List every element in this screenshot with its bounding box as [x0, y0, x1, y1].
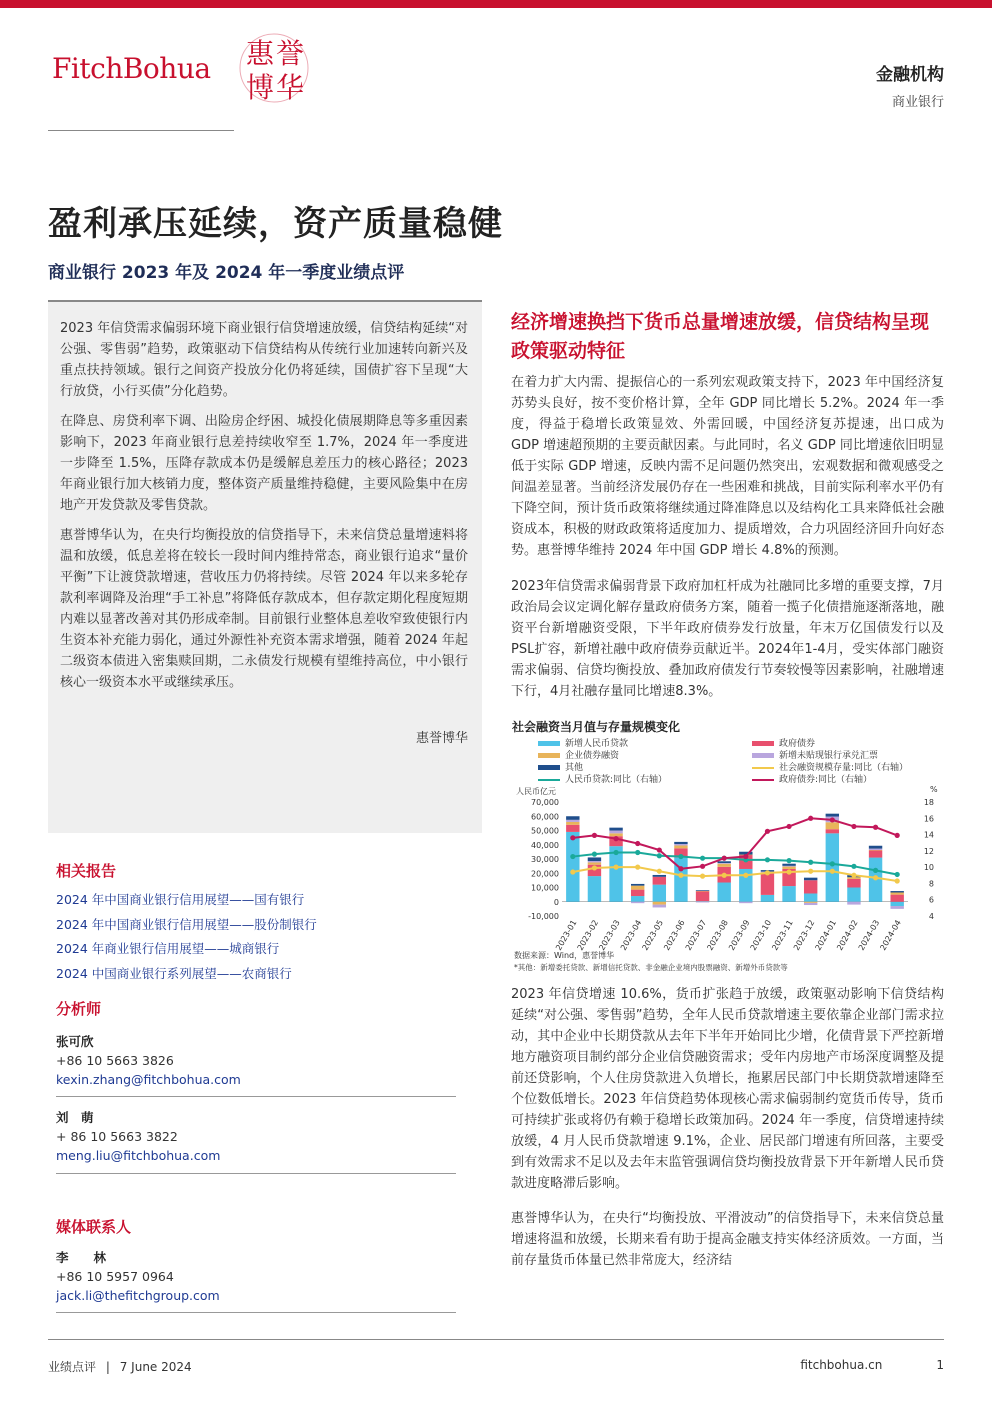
bar-segment: [890, 895, 903, 902]
y-left-tick-label: 50,000: [531, 826, 559, 836]
analyst-phone: +86 10 5663 3826: [56, 1053, 174, 1068]
analyst-email-link[interactable]: kexin.zhang@fitchbohua.com: [56, 1072, 241, 1087]
chart-source: 数据来源：Wind，惠誉博华: [514, 951, 615, 960]
bar-segment: [566, 832, 579, 902]
x-tick-label: 2023-04: [618, 918, 644, 952]
line-point: [851, 873, 856, 878]
bar-segment: [588, 861, 601, 862]
analyst-name: 刘 萌: [56, 1110, 94, 1125]
bar-segment: [566, 820, 579, 822]
bar-segment: [631, 886, 644, 890]
x-tick-label: 2024-04: [878, 918, 903, 952]
line-point: [895, 878, 900, 883]
bar-segment: [588, 857, 601, 861]
line-point: [635, 841, 640, 846]
line-point: [830, 869, 835, 874]
line-point: [700, 874, 705, 879]
logo-seal: [238, 30, 310, 106]
line-point: [873, 825, 878, 830]
line-point: [786, 824, 791, 829]
media-contact-name: 李 林: [56, 1250, 107, 1265]
media-contact-email-link[interactable]: jack.li@thefitchgroup.com: [56, 1288, 220, 1303]
line-point: [592, 833, 597, 838]
bar-segment: [847, 902, 860, 905]
x-tick-label: 2023-11: [770, 918, 795, 952]
analyst-email-link[interactable]: meng.liu@fitchbohua.com: [56, 1148, 221, 1163]
subsector-name: 商业银行: [891, 95, 944, 110]
legend-label: 新增人民币贷款: [565, 739, 629, 749]
y-right-tick-label: 12: [923, 846, 934, 856]
bar-segment: [890, 891, 903, 892]
bar-segment: [826, 814, 839, 817]
bar-segment: [869, 849, 882, 850]
line-point: [722, 856, 727, 861]
related-reports-list: [56, 888, 317, 986]
bar-segment: [566, 825, 579, 832]
footer-separator: |: [105, 1360, 110, 1374]
bar-segment: [588, 862, 601, 864]
bar-segment: [761, 895, 774, 902]
y-right-tick-label: 6: [928, 895, 934, 905]
x-tick-label: 2023-10: [748, 918, 774, 952]
line-point: [613, 836, 618, 841]
bar-segment: [890, 902, 903, 906]
bar-segment: [588, 876, 601, 902]
line-point: [678, 854, 683, 859]
bar-segment: [890, 892, 903, 894]
bar-segment: [739, 902, 752, 903]
sector-label: [876, 60, 944, 110]
bar-segment: [653, 885, 666, 902]
y-right-tick-label: 10: [923, 863, 934, 873]
line-point: [657, 869, 662, 874]
footer-date: 7 June 2024: [119, 1360, 192, 1374]
y-right-tick-label: 14: [923, 830, 934, 840]
line-point: [700, 864, 705, 869]
page-number: 1: [936, 1358, 944, 1372]
y-left-tick-label: 0: [553, 897, 559, 907]
body-paragraph: 惠誉博华认为，在央行“均衡投放、平滑波动”的信贷指导下，未来信贷总量增速将温和放缓，长期来看有助于提高金融支持实体经济质效。一方面，当前存量货币体量已然非常庞大，经济结: [511, 1211, 944, 1268]
y-right-axis-label: %: [930, 785, 938, 794]
logo-seal-char: 博: [246, 71, 275, 104]
line-point: [678, 873, 683, 878]
bar-segment: [631, 890, 644, 896]
bar-segment: [890, 906, 903, 909]
x-tick-label: 2024-01: [813, 918, 839, 952]
x-tick-label: 2023-05: [640, 918, 666, 952]
legend-label: 社会融资规模存量:同比（右轴）: [779, 763, 909, 773]
bar-segment: [826, 833, 839, 901]
related-report-link[interactable]: 2024 年商业银行信用展望——城商银行: [56, 941, 280, 956]
line-point: [786, 858, 791, 863]
bar-segment: [804, 880, 817, 893]
top-accent-bar: [0, 0, 992, 8]
bar-segment: [782, 886, 795, 902]
chart-title: 社会融资当月值与存量规模变化: [512, 720, 681, 734]
legend-label: 政府债券:同比（右轴）: [779, 775, 873, 785]
bar-segment: [674, 845, 687, 848]
bar-segment: [782, 866, 795, 867]
bar-segment: [847, 888, 860, 902]
bar-segment: [609, 828, 622, 831]
header-divider: [48, 130, 234, 131]
report-title: 盈利承压延续，资产质量稳健: [48, 204, 503, 244]
bar-segment: [609, 831, 622, 834]
related-report-link[interactable]: 2024 中国商业银行系列展望——农商银行: [56, 965, 292, 981]
footer-doc-type: 业绩点评: [48, 1360, 97, 1374]
legend-label: 政府债券: [779, 739, 816, 749]
x-tick-label: 2023-09: [727, 918, 752, 952]
analysts-heading: 分析师: [56, 1000, 102, 1018]
logo-seal-char: 誉: [276, 37, 305, 70]
bar-segment: [653, 905, 666, 908]
media-contact-phone: +86 10 5957 0964: [56, 1269, 174, 1284]
line-point: [635, 850, 640, 855]
line-point: [743, 854, 748, 859]
bar-segment: [804, 902, 817, 903]
analyst-card: [56, 1032, 241, 1089]
y-right-tick-label: 18: [923, 798, 934, 807]
y-right-tick-label: 8: [928, 879, 934, 889]
x-tick-label: 2023-01: [554, 918, 579, 952]
bar-segment: [804, 893, 817, 901]
line-point: [808, 869, 813, 874]
line-point: [808, 816, 813, 821]
y-left-tick-label: 30,000: [531, 855, 559, 864]
bar-segment: [804, 903, 817, 905]
media-divider: [56, 1312, 456, 1313]
bar-segment: [653, 877, 666, 885]
line-point: [657, 847, 662, 852]
bar-segment: [869, 846, 882, 849]
bar-segment: [826, 829, 839, 833]
analyst-divider: [56, 1173, 456, 1174]
bar-segment: [674, 844, 687, 845]
line-point: [765, 857, 770, 862]
y-left-tick-label: 20,000: [531, 869, 559, 879]
bar-segment: [717, 863, 730, 864]
line-point: [873, 875, 878, 880]
line-point: [830, 861, 835, 866]
line-point: [570, 869, 575, 874]
fitchbohua-logo: [52, 30, 312, 110]
bar-segment: [826, 822, 839, 829]
related-report-link[interactable]: 2024 年中国商业银行信用展望——国有银行: [56, 892, 305, 907]
chart-note: *其他：新增委托贷款、新增信托贷款、非金融企业境内股票融资、新增外币贷款等: [514, 963, 788, 972]
bar-segment: [609, 833, 622, 836]
summary-signature: 惠誉博华: [415, 731, 468, 746]
x-tick-label: 2023-02: [575, 918, 601, 952]
bar-segment: [696, 902, 709, 903]
media-contact-heading: 媒体联系人: [56, 1218, 132, 1236]
x-tick-label: 2023-03: [597, 918, 622, 952]
line-point: [765, 870, 770, 875]
analyst-card: [56, 1108, 220, 1165]
bar-segment: [696, 890, 709, 891]
line-point: [570, 835, 575, 840]
bar-segment: [674, 842, 687, 844]
line-point: [613, 865, 618, 870]
line-point: [592, 852, 597, 857]
bar-segment: [869, 850, 882, 851]
y-right-tick-label: 4: [928, 912, 934, 921]
bar-segment: [566, 816, 579, 820]
bar-segment: [631, 902, 644, 903]
summary-paragraph: 在降息、房贷利率下调、出险房企纾困、城投化债展期降息等多重因素影响下，2023 年商业银行息差持续收窄至 1.7%，2024 年一季度进一步降至 1.5%，压降存款成本仍是缓解息差压力的核心路径；2023 年商业银行加大核销力度，整体资产质量维持稳健，主要风险集中在房地产开发贷款及零售贷款。: [60, 414, 468, 513]
bar-segment: [696, 891, 709, 901]
bar-segment: [631, 896, 644, 902]
bar-segment: [782, 864, 795, 866]
line-point: [635, 865, 640, 870]
analyst-divider: [56, 1096, 456, 1097]
body-paragraph: 2023年信贷需求偏弱背景下政府加杠杆成为社融同比多增的重要支撑，7月政治局会议定调化解存量政府债务方案，随着一揽子化债措施逐渐落地，融资平台新增融资受限，下半年政府债券发行放量，年末万亿国债发行以及PSL扩容，新增社融中政府债券贡献近半。2024年1-4月，受实体部门融资需求偏弱、信贷均衡投放、叠加政府债发行节奏较慢等因素影响，社融增速下行，4月社融存量同比增速8.3%。: [511, 579, 944, 699]
logo-seal-char: 华: [276, 71, 305, 104]
x-tick-label: 2023-12: [791, 918, 817, 952]
line-point: [895, 833, 900, 838]
bar-segment: [653, 875, 666, 877]
logo-text: FitchBohua: [52, 52, 211, 85]
x-tick-label: 2023-06: [662, 918, 687, 952]
line-point: [808, 860, 813, 865]
x-tick-label: 2023-08: [705, 918, 730, 952]
legend-label: 其他: [565, 763, 584, 773]
y-left-tick-label: 70,000: [531, 798, 559, 807]
footer-site-link[interactable]: fitchbohua.cn: [800, 1358, 883, 1372]
bar-segment: [782, 867, 795, 869]
media-contact-card: [56, 1248, 220, 1305]
line-point: [873, 868, 878, 873]
logo-seal-char: 惠: [246, 37, 275, 70]
bar-segment: [696, 901, 709, 902]
bar-segment: [717, 864, 730, 867]
x-tick-label: 2024-03: [856, 918, 882, 952]
x-tick-label: 2023-07: [683, 918, 709, 952]
related-report-link[interactable]: 2024 年中国商业银行信用展望——股份制银行: [56, 916, 317, 932]
line-point: [851, 864, 856, 869]
y-right-tick-label: 16: [923, 814, 934, 824]
line-point: [722, 873, 727, 878]
line-point: [678, 866, 683, 871]
legend-label: 人民币贷款:同比（右轴）: [565, 775, 668, 785]
line-point: [895, 872, 900, 877]
analyst-phone: + 86 10 5663 3822: [56, 1129, 178, 1144]
bar-segment: [696, 891, 709, 892]
bar-segment: [653, 902, 666, 905]
line-point: [786, 869, 791, 874]
bar-segment: [717, 861, 730, 863]
footer-left: [48, 1358, 192, 1375]
body-paragraph: 2023 年信贷增速 10.6%，货币扩张趋于放缓，政策驱动影响下信贷结构延续“对公强、零售弱”趋势，全年人民币贷款增速主要依靠企业部门需求拉动，其中企业中长期贷款从去年下半年开始同比少增，化债背景下严控新增地方融资项目制约部分企业信贷融资需求；受年内房地产市场深度调整及提前还贷影响，个人住房贷款进入负增长，拖累居民部门中长期贷款增速降至个位数低增长。2023 年信贷趋势体现核心需求偏弱制约宽货币传导，货币可持续扩张或将仍有赖于稳增长政策加码。2024 年一季度，信贷增速持续放缓，4 月人民币贷款增速 9.1%，企业、居民部门增速有所回落，主要受到有效需求不足以及去年末监管强调信贷均衡投放背景下开年新增人民币贷款进度略滞后影响。: [511, 987, 944, 1191]
analyst-name: 张可欣: [56, 1034, 94, 1049]
footer-divider: [48, 1339, 944, 1340]
section-heading: 经济增速换挡下货币总量增速放缓，信贷结构呈现政策驱动特征: [511, 311, 930, 362]
bar-segment: [717, 883, 730, 902]
y-left-tick-label: 40,000: [531, 840, 559, 850]
related-reports-heading: 相关报告: [56, 862, 117, 880]
line-point: [743, 873, 748, 878]
line-point: [765, 829, 770, 834]
body-paragraph: 在着力扩大内需、提振信心的一系列宏观政策支持下，2023 年中国经济复苏势头良好，按不变价格计算，全年 GDP 同比增长 5.2%。2024 年一季度，得益于稳增长政策显效、外需回暖，中国经济复苏提速，出口成为 GDP 增速超预期的主要贡献因素。与此同时，名义 GDP 同比增速依旧明显低于实际 GDP 增速，反映内需不足问题仍然突出，宏观数据和微观感受之间温差显著。当前经济发展仍存在一些困难和挑战，目前实际利率水平仍有下降空间，预计货币政策将继续通过降准降息以及结构化工具来降低社会融资成本，积极的财政政策将适度加力、提质增效，合力巩固经济回升向好态势。惠誉博华维持 2024 年中国 GDP 增长 4.8%的预测。: [511, 375, 944, 558]
sector-name: 金融机构: [876, 65, 944, 85]
bar-segment: [761, 873, 774, 895]
legend-label: 企业债券融资: [565, 751, 620, 761]
line-point: [830, 817, 835, 822]
bar-segment: [631, 884, 644, 886]
y-left-tick-label: 10,000: [531, 883, 559, 893]
line-point: [700, 856, 705, 861]
bar-segment: [847, 879, 860, 888]
line-point: [657, 853, 662, 858]
x-tick-label: 2024-02: [835, 918, 860, 952]
bar-segment: [869, 850, 882, 857]
y-left-axis-label: 人民币亿元: [516, 787, 556, 796]
bar-segment: [804, 878, 817, 881]
line-point: [851, 824, 856, 829]
bar-segment: [566, 822, 579, 825]
line-point: [613, 850, 618, 855]
line-point: [570, 854, 575, 859]
y-left-tick-label: 60,000: [531, 812, 559, 822]
y-left-tick-label: -10,000: [528, 912, 559, 921]
line-point: [592, 865, 597, 870]
footer-right: [800, 1358, 944, 1372]
report-subtitle: 商业银行 2023 年及 2024 年一季度业绩点评: [48, 263, 405, 283]
summary-paragraph: 2023 年信贷需求偏弱环境下商业银行信贷增速放缓，信贷结构延续“对公强、零售弱”趋势，政策驱动下信贷结构从传统行业加速转向新兴及重点扶持领域。银行之间资产投放分化仍将延续，国债扩容下呈现“大行放贷，小行买债”分化趋势。: [60, 321, 468, 399]
summary-panel: [48, 300, 482, 833]
legend-label: 新增未贴现银行承兑汇票: [779, 751, 879, 761]
summary-paragraph: 惠誉博华认为，在央行均衡投放的信贷指导下，未来信贷总量增速料将温和放缓，低息差将在较长一段时间内维持常态，商业银行追求“量价平衡”下让渡贷款增速，营收压力仍将持续。尽管 2024 年以来多轮存款利率调降及治理“手工补息”将降低存款成本，但存款定期化程度短期内难以显著改善对其仍形成牵制。目前银行业整体息差收窄致使银行内生资本补充能力弱化，通过外源性补充资本需求增强，随着 2024 年起二级资本债进入密集赎回期，二永债发行规模有望维持高位，中小银行核心一级资本水平或继续承压。: [60, 528, 468, 690]
